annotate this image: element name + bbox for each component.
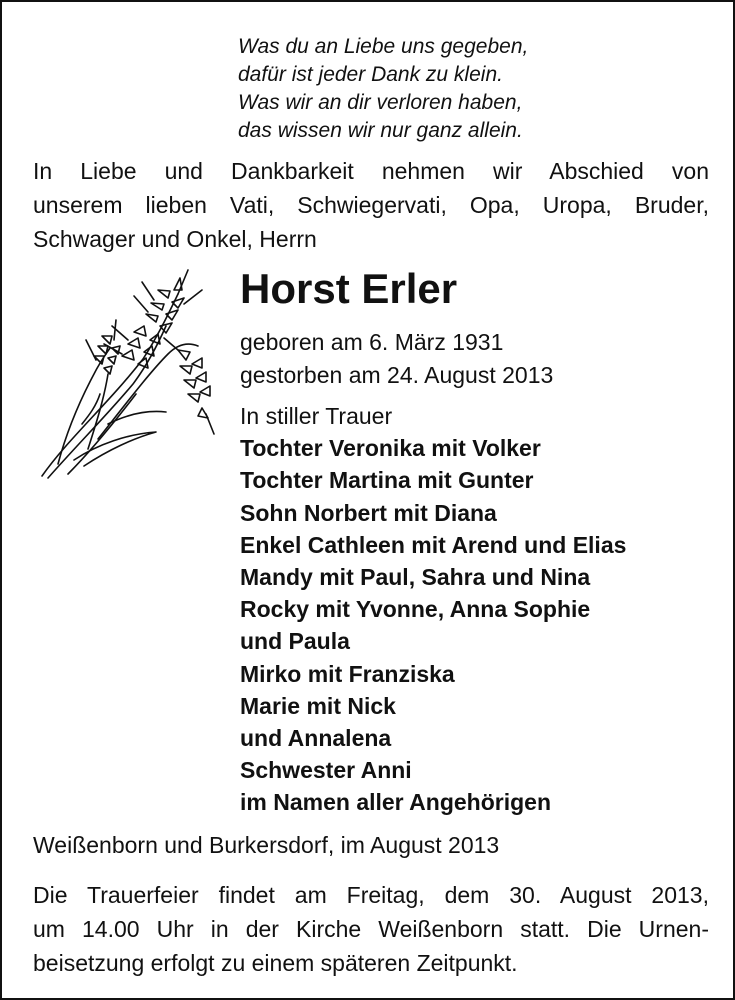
deceased-name: Horst Erler [240,265,458,312]
death-date: gestorben am 24. August 2013 [240,362,554,388]
mourner-line: Rocky mit Yvonne, Anna Sophie [240,596,591,623]
birth-date: geboren am 6. März 1931 [240,329,504,355]
memorial-poem [238,33,528,145]
mourner-line: Marie mit Nick [240,692,396,719]
mourner-line: Mandy mit Paul, Sahra und Nina [240,564,591,591]
intro-text [33,154,709,256]
mourners-list [240,400,626,819]
intro-line: Schwager und Onkel, Herrn [33,226,317,252]
poem-line: das wissen wir nur ganz allein. [238,119,523,142]
service-line: Die Trauerfeier findet am Freitag, dem 30. August 2013, [33,882,709,908]
poem-line: Was du an Liebe uns gegeben, [238,35,529,58]
service-line: beisetzung erfolgt zu einem späteren Zeitpunkt. [33,950,518,976]
mourner-line: Tochter Martina mit Gunter [240,467,534,494]
wheat-ears-icon [38,264,218,482]
place-and-date: Weißenborn und Burkersdorf, im August 2013 [33,832,500,858]
mourner-line: Enkel Cathleen mit Arend und Elias [240,531,627,558]
life-dates [240,326,553,392]
poem-line: dafür ist jeder Dank zu klein. [238,63,503,86]
service-line: um 14.00 Uhr in der Kirche Weißenborn statt. Die Urnen- [33,916,709,942]
mourner-line: und Paula [240,628,350,655]
mourner-line: Tochter Veronika mit Volker [240,435,541,462]
poem-line: Was wir an dir verloren haben, [238,91,523,114]
mourner-line: Mirko mit Franziska [240,660,455,687]
intro-line: unserem lieben Vati, Schwiegervati, Opa, Uropa, Bruder, [33,192,709,218]
mourner-line: Sohn Norbert mit Diana [240,499,497,526]
mourner-line: und Annalena [240,725,392,752]
mourning-lead: In stiller Trauer [240,403,393,429]
intro-line: In Liebe und Dankbarkeit nehmen wir Abschied von [33,158,709,184]
mourner-line: Schwester Anni [240,757,412,784]
funeral-service-info [33,878,709,980]
mourner-line: im Namen aller Angehörigen [240,789,551,816]
